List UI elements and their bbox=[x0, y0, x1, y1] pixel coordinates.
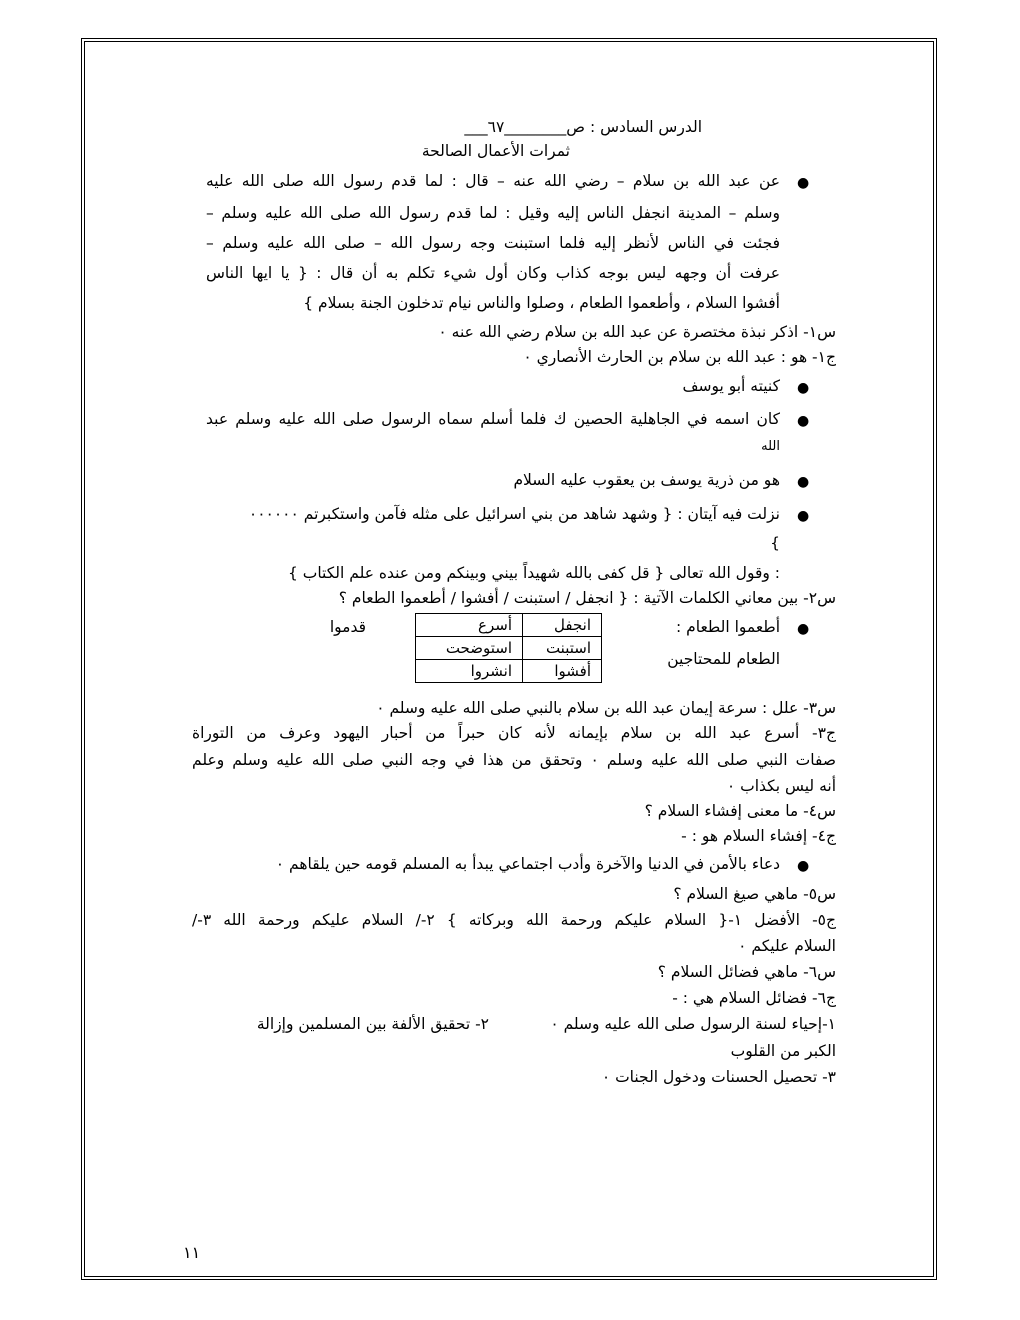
bullet-icon: ● bbox=[797, 175, 810, 191]
question-4: س٤- ما معنى إفشاء السلام ؟ bbox=[644, 802, 836, 820]
bullet-icon: ● bbox=[797, 621, 810, 637]
answer-1-bullet: هو من ذرية يوسف بن يعقوب عليه السلام bbox=[513, 471, 780, 489]
bullet-icon: ● bbox=[797, 858, 810, 874]
bullet-icon: ● bbox=[797, 413, 810, 429]
table-row bbox=[416, 614, 602, 637]
table-row bbox=[416, 660, 602, 683]
page-number: ١١ bbox=[183, 1243, 201, 1262]
table-cell-word: انجفل bbox=[523, 614, 602, 637]
answer-6-item: ١-إحياء لسنة الرسول صلى الله عليه وسلم ٠ bbox=[550, 1015, 836, 1033]
question-1: س١- اذكر نبذة مختصرة عن عبد الله بن سلام رضي الله عنه ٠ bbox=[438, 323, 836, 341]
answer-3-line: ج٣- أسرع عبد الله بن سلام بإيمانه لأنه كان حبراً من أحبار اليهود وعرف من التوراة bbox=[192, 724, 836, 742]
question-5: س٥- ماهي صيغ السلام ؟ bbox=[673, 885, 836, 903]
question-6: س٦- ماهي فضائل السلام ؟ bbox=[657, 963, 836, 981]
hadith-line: عن عبد الله بن سلام – رضي الله عنه – قال : لما قدم رسول الله صلى الله عليه bbox=[206, 172, 780, 190]
table-cell-meaning: أسرع bbox=[416, 614, 523, 637]
bullet-icon: ● bbox=[797, 508, 810, 524]
answer-1-bullet: كنيته أبو يوسف bbox=[682, 377, 780, 395]
answer-6-item: ٢- تحقيق الألفة بين المسلمين وإزالة bbox=[256, 1015, 489, 1033]
answer-6-item: ٣- تحصيل الحسنات ودخول الجنات ٠ bbox=[601, 1068, 836, 1086]
answer-1-bullet-brace: } bbox=[770, 534, 780, 552]
answer-4-bullet: دعاء بالأمن في الدنيا والآخرة وأدب اجتماعي يبدأ به المسلم قومه حين يلقاهم ٠ bbox=[275, 855, 780, 873]
answer-1-bullet: نزلت فيه آيتان : { وشهد شاهد من بني اسرائيل على مثله فآمن واستكبرتم ٠٠٠٠٠٠ bbox=[248, 505, 780, 523]
answer-6-item-cont: الكبر من القلوب bbox=[730, 1042, 836, 1060]
hadith-line: أفشوا السلام ، وأطعموا الطعام ، وصلوا والناس نيام تدخلون الجنة بسلام } bbox=[303, 294, 780, 312]
table-cell-word: استبنت bbox=[523, 637, 602, 660]
answer-2-bullet: أطعموا الطعام : bbox=[675, 618, 780, 636]
answer-6: ج٦- فضائل السلام هي : - bbox=[672, 989, 836, 1007]
hadith-line: عرفت أن وجهه ليس بوجه كذاب وكان أول شيء تكلم به أن قال : { يا ايها الناس bbox=[206, 264, 780, 282]
answer-4: ج٤- إفشاء السلام هو : - bbox=[681, 827, 836, 845]
page-title: ثمرات الأعمال الصالحة bbox=[421, 142, 570, 160]
question-3: س٣- علل : سرعة إيمان عبد الله بن سلام بالنبي صلى الله عليه وسلم ٠ bbox=[376, 699, 836, 717]
table-cell-meaning: استوضحت bbox=[416, 637, 523, 660]
table-cell-meaning: انشروا bbox=[416, 660, 523, 683]
answer-5-line: السلام عليكم ٠ bbox=[738, 937, 836, 955]
answer-1-bullet: كان اسمه في الجاهلية الحصين ك فلما أسلم سماه الرسول صلى الله عليه وسلم عبد bbox=[206, 410, 780, 428]
answer-1: ج١- هو : عبد الله بن سلام بن الحارث الأنصاري ٠ bbox=[523, 348, 836, 366]
bullet-icon: ● bbox=[797, 474, 810, 490]
answer-2-bullet-cont: الطعام للمحتاجين bbox=[667, 650, 780, 668]
answer-3-line: صفات النبي صلى الله عليه وسلم ٠ وتحقق من هذا في وجه النبي صلى الله عليه وسلم وعلم bbox=[192, 751, 836, 769]
answer-1-bullet-cont: الله bbox=[761, 439, 780, 454]
hadith-line: وسلم – المدينة انجفل الناس إليه وقيل : لما قدم رسول الله صلى الله عليه وسلم – bbox=[206, 204, 780, 222]
table-cell-word: أفشوا bbox=[523, 660, 602, 683]
answer-2-extra-word: قدموا bbox=[329, 618, 366, 636]
table-row bbox=[416, 637, 602, 660]
answer-1-bullet-cont: : وقول الله تعالى { قل كفى بالله شهيداً بيني وبينكم ومن عنده علم الكتاب } bbox=[287, 564, 780, 582]
vocabulary-table bbox=[415, 613, 602, 683]
answer-5-line: ج٥- الأفضل ١-{ السلام عليكم ورحمة الله وبركاته } ٢-/ السلام عليكم ورحمة الله ٣-/ bbox=[192, 911, 837, 929]
question-2: س٢- بين معاني الكلمات الآتية : { انجفل / استبنت / أفشوا / أطعموا الطعام ؟ bbox=[338, 589, 836, 607]
lesson-heading: الدرس السادس : ص________٦٧___ bbox=[464, 118, 702, 136]
answer-3-line: أنه ليس بكذاب ٠ bbox=[726, 777, 836, 795]
hadith-line: فجئت في الناس لأنظر إليه فلما استبنت وجه رسول الله – صلى الله عليه وسلم – bbox=[206, 234, 780, 252]
bullet-icon: ● bbox=[797, 380, 810, 396]
